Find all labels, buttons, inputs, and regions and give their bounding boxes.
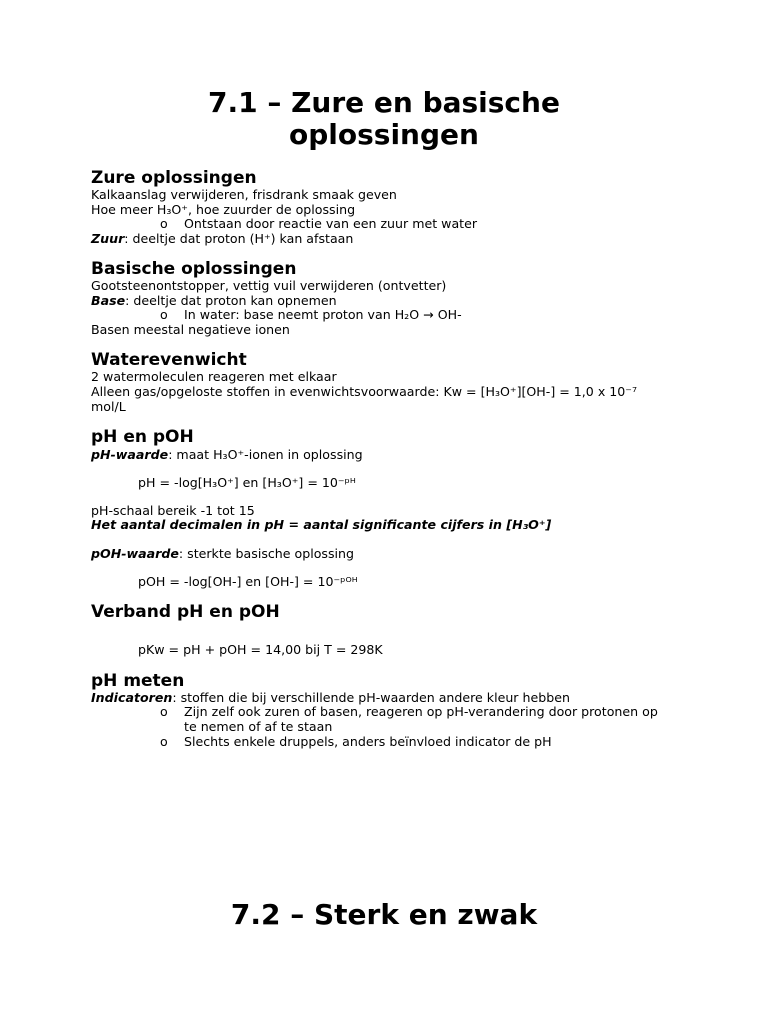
- heading-ph-en-poh: pH en pOH: [91, 427, 194, 447]
- definition-text: : stoffen die bij verschillende pH-waarden andere kleur hebben: [172, 690, 570, 705]
- meten-bullet-1-continued: te nemen of af te staan: [184, 719, 333, 734]
- heading-verband: Verband pH en pOH: [91, 602, 280, 622]
- term-poh-waarde: pOH-waarde: [91, 546, 179, 561]
- ph-definition: [91, 447, 363, 462]
- zure-line-1: Kalkaanslag verwijderen, frisdrank smaak geven: [91, 187, 397, 202]
- section-title-7-1: [0, 87, 768, 151]
- poh-formula: pOH = -log[OH-] en [OH-] = 10⁻ᵖᴼᴴ: [138, 574, 358, 589]
- water-line-1: 2 watermoleculen reageren met elkaar: [91, 369, 337, 384]
- definition-text: : sterkte basische oplossing: [178, 546, 355, 561]
- meten-bullet-2: [160, 734, 552, 749]
- basisch-bullet-1: [160, 307, 462, 322]
- water-line-3: mol/L: [91, 399, 126, 414]
- heading-zure-oplossingen: Zure oplossingen: [91, 168, 257, 188]
- bullet-text: In water: base neemt proton van H₂O → OH-: [184, 307, 462, 322]
- definition-text: : deeltje dat proton (H⁺) kan afstaan: [124, 231, 354, 246]
- definition-text: : deeltje dat proton kan opnemen: [125, 293, 337, 308]
- meten-bullet-1: [160, 704, 658, 719]
- bullet-text: Zijn zelf ook zuren of basen, reageren op pH-verandering door protonen op: [184, 704, 658, 719]
- bullet-text: Slechts enkele druppels, anders beïnvloed indicator de pH: [184, 734, 552, 749]
- term-indicatoren: Indicatoren: [91, 690, 173, 705]
- term-zuur: Zuur: [91, 231, 125, 246]
- basisch-line-1: Gootsteenontstopper, vettig vuil verwijderen (ontvetter): [91, 278, 447, 293]
- zure-definition: [91, 231, 353, 246]
- ph-formula: pH = -log[H₃O⁺] en [H₃O⁺] = 10⁻ᵖᴴ: [138, 475, 356, 490]
- ph-range: pH-schaal bereik -1 tot 15: [91, 503, 255, 518]
- bullet-mark: o: [160, 734, 168, 749]
- term-base: Base: [91, 293, 126, 308]
- bullet-mark: o: [160, 704, 168, 719]
- verband-formula: pKw = pH + pOH = 14,00 bij T = 298K: [138, 642, 383, 657]
- water-line-2: Alleen gas/opgeloste stoffen in evenwichtsvoorwaarde: Kw = [H₃O⁺][OH-] = 1,0 x 10⁻⁷: [91, 384, 638, 399]
- bullet-mark: o: [160, 307, 168, 322]
- basisch-line-2: Basen meestal negatieve ionen: [91, 322, 290, 337]
- heading-basische-oplossingen: Basische oplossingen: [91, 259, 297, 279]
- ph-decimal-rule: Het aantal decimalen in pH = aantal significante cijfers in [H₃O⁺]: [91, 517, 552, 532]
- section-title-line-2: oplossingen: [289, 118, 479, 151]
- section-title-7-2: 7.2 – Sterk en zwak: [230, 898, 538, 931]
- bullet-mark: o: [160, 216, 168, 231]
- zure-line-2: Hoe meer H₃O⁺, hoe zuurder de oplossing: [91, 202, 356, 217]
- poh-definition: [91, 546, 354, 561]
- meten-definition: [91, 690, 570, 705]
- zure-bullet-1: [160, 216, 477, 231]
- heading-waterevenwicht: Waterevenwicht: [91, 350, 247, 370]
- heading-ph-meten: pH meten: [91, 671, 185, 691]
- section-title-line-1: 7.1 – Zure en basische: [208, 86, 560, 119]
- bullet-text: Ontstaan door reactie van een zuur met water: [184, 216, 478, 231]
- basisch-definition: [91, 293, 337, 308]
- definition-text: : maat H₃O⁺-ionen in oplossing: [168, 447, 363, 462]
- term-ph-waarde: pH-waarde: [91, 447, 169, 462]
